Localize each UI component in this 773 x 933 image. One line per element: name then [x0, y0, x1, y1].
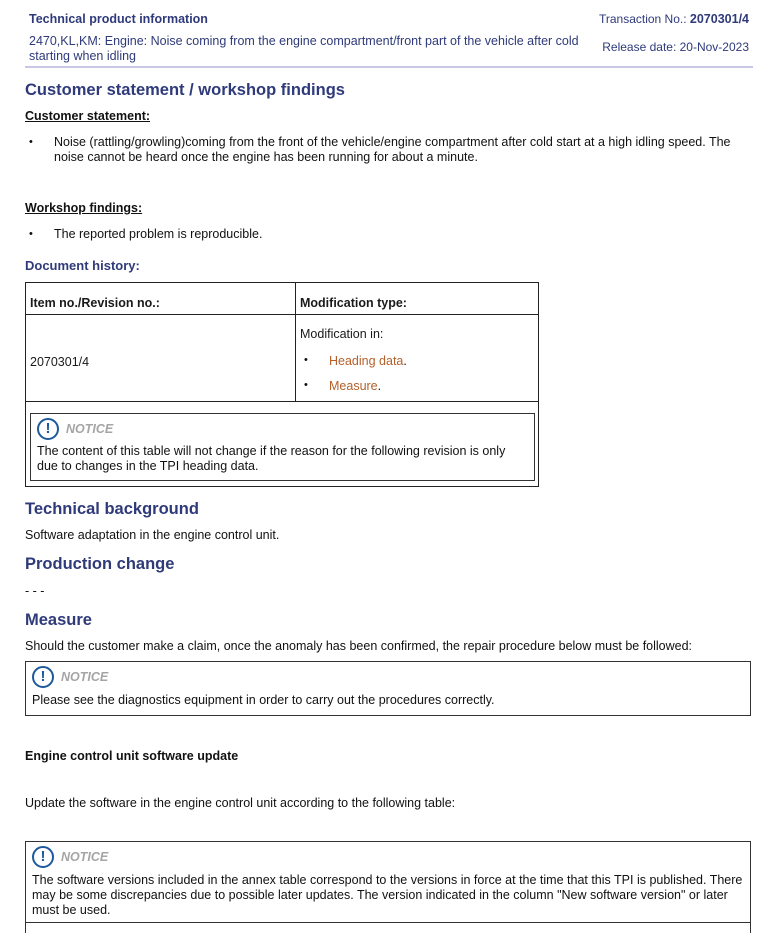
bullet-icon: •	[29, 136, 33, 148]
release-date: Release date: 20-Nov-2023	[602, 40, 749, 54]
customer-statement-label: Customer statement:	[25, 109, 151, 123]
document-type-title: Technical product information	[29, 12, 208, 26]
bullet-icon: •	[304, 354, 308, 366]
document-history-table	[25, 282, 539, 487]
customer-statement-item: • Noise (rattling/growling)coming from the front of the vehicle/engine compartment after cold start at a high idling speed. The noise cannot be heard once the engine has been running for about a minute.	[29, 135, 731, 164]
link-measure[interactable]: • Measure.	[304, 379, 382, 393]
section-heading-technical-background: Technical background	[25, 500, 199, 518]
document-history-heading: Document history:	[25, 258, 140, 273]
table-cell-modification: Modification in: • Heading data. • Measure.	[296, 315, 539, 402]
notice-label: NOTICE	[66, 422, 114, 436]
document-subject: 2470,KL,KM: Engine: Noise coming from the engine compartment/front part of the vehicle after cold starting when idling	[29, 34, 579, 63]
notice-label: NOTICE	[61, 670, 109, 684]
ecu-update-heading: Engine control unit software update	[25, 749, 239, 763]
notice-text: The content of this table will not change if the reason for the following revision is only due to changes in the TPI heading data.	[37, 444, 506, 473]
notice-box-diagnostics	[25, 661, 751, 716]
exclamation-circle-icon: !	[32, 846, 54, 868]
transaction-label: Transaction No.:	[598, 12, 687, 26]
transaction-value: 2070301/4	[689, 12, 749, 26]
workshop-findings-label: Workshop findings:	[25, 201, 143, 215]
bullet-icon: •	[29, 228, 33, 240]
workshop-findings-item: • The reported problem is reproducible.	[29, 227, 263, 241]
section-heading-production-change: Production change	[25, 555, 175, 573]
ecu-update-text: Update the software in the engine control unit according to the following table:	[25, 796, 456, 810]
notice-box-software-versions	[25, 841, 751, 933]
notice-text: The software versions included in the annex table correspond to the versions in force at the time that this TPI is published. There may be some discrepancies due to possible later updates. The version indicated in the column "New software version" or later must be used.	[32, 873, 743, 917]
notice-bottom-border	[25, 922, 751, 923]
notice-label: NOTICE	[61, 850, 109, 864]
document-header	[25, 8, 753, 68]
notice-box-table	[30, 413, 535, 481]
section-heading-measure: Measure	[25, 611, 92, 629]
exclamation-circle-icon: !	[37, 418, 59, 440]
notice-text: Please see the diagnostics equipment in order to carry out the procedures correctly.	[32, 693, 495, 707]
table-cell-item: 2070301/4	[26, 315, 296, 402]
table-header-cell: Item no./Revision no.:	[26, 283, 296, 315]
table-header-cell: Modification type:	[296, 283, 539, 315]
production-change-text: - - -	[25, 584, 45, 598]
bullet-icon: •	[304, 379, 308, 391]
exclamation-circle-icon: !	[32, 666, 54, 688]
section-heading-customer: Customer statement / workshop findings	[25, 81, 345, 99]
link-heading-data[interactable]: • Heading data.	[304, 354, 407, 368]
technical-background-text: Software adaptation in the engine control unit.	[25, 528, 280, 542]
transaction-number	[599, 12, 749, 26]
measure-intro: Should the customer make a claim, once the anomaly has been confirmed, the repair procedure below must be followed:	[25, 639, 693, 653]
